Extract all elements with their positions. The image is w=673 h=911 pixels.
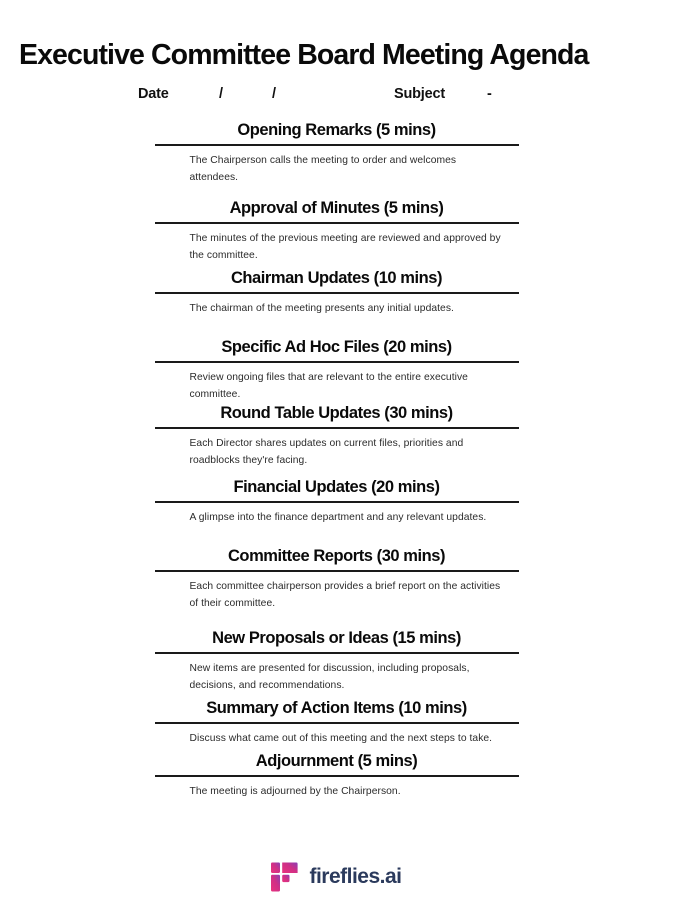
agenda-item <box>0 751 673 800</box>
agenda-item-heading: Financial Updates (20 mins) <box>233 478 440 496</box>
agenda-item-description: New items are presented for discussion, including proposals, decisions, and recommendations. <box>189 663 470 691</box>
spacer <box>0 526 673 546</box>
agenda-item-divider <box>155 570 519 572</box>
agenda-item-description: The chairman of the meeting presents any initial updates. <box>189 303 454 314</box>
agenda-item <box>0 120 673 186</box>
agenda-item-description: Each Director shares updates on current files, priorities and roadblocks they're facing. <box>189 438 464 466</box>
agenda-item-divider <box>155 361 519 363</box>
agenda-item-description: The Chairperson calls the meeting to order and welcomes attendees. <box>189 155 457 183</box>
agenda-item <box>0 198 673 264</box>
agenda-item-heading: Round Table Updates (30 mins) <box>220 404 453 422</box>
agenda-item-description: Discuss what came out of this meeting and the next steps to take. <box>189 733 493 744</box>
agenda-item <box>0 403 673 469</box>
agenda-item-heading: Approval of Minutes (5 mins) <box>229 199 444 217</box>
agenda-item <box>0 337 673 403</box>
brand-name: fireflies.ai <box>309 865 402 888</box>
spacer <box>0 469 673 477</box>
agenda-item <box>0 546 673 612</box>
agenda-item-heading: Specific Ad Hoc Files (20 mins) <box>221 338 452 356</box>
agenda-item-divider <box>155 427 519 429</box>
date-separator-1: / <box>219 86 223 102</box>
date-separator-2: / <box>272 86 276 102</box>
date-label: Date <box>138 86 169 102</box>
agenda-item-divider <box>155 144 519 146</box>
agenda-item-heading: Committee Reports (30 mins) <box>227 547 446 565</box>
agenda-item-heading: Chairman Updates (10 mins) <box>230 269 443 287</box>
fireflies-f-logo-icon <box>271 862 298 892</box>
agenda-item <box>0 628 673 694</box>
agenda-item-heading: Opening Remarks (5 mins) <box>237 121 436 139</box>
agenda-list <box>0 120 673 800</box>
agenda-item <box>0 477 673 526</box>
agenda-item-heading: New Proposals or Ideas (15 mins) <box>212 629 461 647</box>
spacer <box>0 612 673 628</box>
agenda-item-description: A glimpse into the finance department and any relevant updates. <box>189 512 487 523</box>
agenda-item-description: The minutes of the previous meeting are reviewed and approved by the committee. <box>189 233 501 261</box>
spacer <box>0 186 673 198</box>
meta-row <box>0 84 673 106</box>
agenda-item-description: The meeting is adjourned by the Chairperson. <box>189 786 401 797</box>
agenda-item-description: Review ongoing files that are relevant to the entire executive committee. <box>189 372 468 400</box>
agenda-item-divider <box>155 222 519 224</box>
agenda-item-divider <box>155 775 519 777</box>
agenda-item-divider <box>155 292 519 294</box>
page-title: Executive Committee Board Meeting Agenda <box>19 39 589 72</box>
agenda-item <box>0 698 673 747</box>
agenda-item-divider <box>155 652 519 654</box>
agenda-item-description: Each committee chairperson provides a brief report on the activities of their committee. <box>189 581 501 609</box>
agenda-item-heading: Summary of Action Items (10 mins) <box>206 699 467 717</box>
agenda-item-heading: Adjournment (5 mins) <box>255 752 418 770</box>
agenda-item-divider <box>155 722 519 724</box>
agenda-item-divider <box>155 501 519 503</box>
spacer <box>0 317 673 337</box>
subject-value: - <box>487 86 492 102</box>
subject-label: Subject <box>394 86 445 102</box>
agenda-item <box>0 268 673 317</box>
footer-branding <box>0 862 673 892</box>
